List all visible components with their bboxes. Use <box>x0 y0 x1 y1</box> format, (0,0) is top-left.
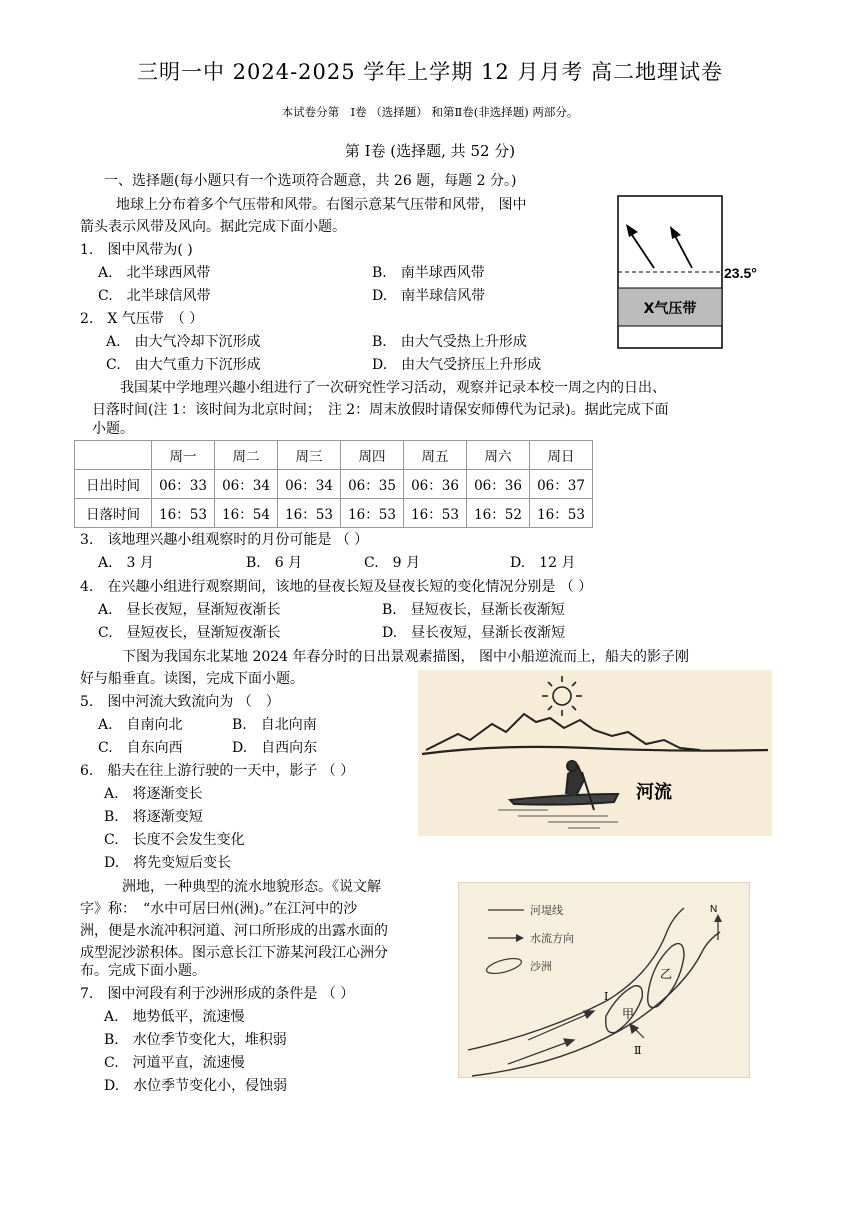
group4-intro-line1: 洲地，一种典型的流水地貌形态。《说文解 <box>122 879 381 895</box>
q2-option-a: A. 由大气冷却下沉形成 <box>106 334 261 350</box>
question-7: 7. 图中河段有利于沙洲形成的条件是 （ ） <box>80 986 355 1002</box>
q7-option-d: D. 水位季节变化小，侵蚀弱 <box>104 1078 288 1094</box>
label-jia: 甲 <box>622 1007 635 1021</box>
table-cell: 06：36 <box>404 470 467 499</box>
group3-intro-line1: 下图为我国东北某地 2024 年春分时的日出景观素描图， 图中小船逆流而上，船夫的影子刚 <box>122 649 689 665</box>
sunrise-sketch-figure <box>418 670 772 836</box>
question-2: 2. X 气压带 （ ） <box>80 311 204 327</box>
group4-intro-line5: 布。完成下面小题。 <box>80 963 206 979</box>
q7-option-c: C. 河道平直，流速慢 <box>104 1055 245 1071</box>
q6-option-a: A. 将逐渐变长 <box>104 786 203 802</box>
table-header-cell: 周日 <box>530 441 593 470</box>
sketch-background <box>418 670 772 836</box>
q1-option-a: A. 北半球西风带 <box>98 265 211 281</box>
q3-option-a: A. 3 月 <box>98 555 154 571</box>
table-cell: 日落时间 <box>75 499 152 528</box>
q7-option-b: B. 水位季节变化大，堆积弱 <box>104 1032 287 1048</box>
q6-option-c: C. 长度不会发生变化 <box>104 832 245 848</box>
table-cell: 16：52 <box>467 499 530 528</box>
table-header-cell: 周五 <box>404 441 467 470</box>
legend-bar-label: 沙洲 <box>530 960 552 973</box>
group4-intro-line2: 字》称： “水中可居曰州(洲)。”在江河中的沙 <box>80 901 358 917</box>
q5-option-a: A. 自南向北 <box>98 717 183 733</box>
q1-option-b: B. 南半球西风带 <box>372 265 485 281</box>
question-6: 6. 船夫在往上游行驶的一天中，影子 （ ） <box>80 763 355 779</box>
group2-intro-line1: 我国某中学地理兴趣小组进行了一次研究性学习活动，观察并记录本校一周之内的日出、 <box>120 380 666 396</box>
north-label: N <box>710 904 718 915</box>
table-cell: 16：53 <box>341 499 404 528</box>
q4-option-c: C. 昼短夜长，昼渐短夜渐长 <box>98 625 281 641</box>
q1-option-c: C. 北半球信风带 <box>98 288 211 304</box>
q5-option-c: C. 自东向西 <box>98 740 183 756</box>
table-cell: 日出时间 <box>75 470 152 499</box>
q4-option-b: B. 昼短夜长，昼渐长夜渐短 <box>382 602 565 618</box>
group1-intro-line1: 地球上分布着多个气压带和风带。右图示意某气压带和风带， 图中 <box>116 197 527 213</box>
table-header-cell: 周二 <box>215 441 278 470</box>
legend-flow-label: 水流方向 <box>530 932 574 945</box>
q5-option-d: D. 自西向东 <box>232 740 318 756</box>
q3-option-b: B. 6 月 <box>246 555 303 571</box>
q5-option-b: B. 自北向南 <box>232 717 317 733</box>
label-i: Ⅰ <box>604 990 609 1003</box>
table-cell: 16：53 <box>278 499 341 528</box>
table-cell: 06：37 <box>530 470 593 499</box>
q4-option-a: A. 昼长夜短，昼渐短夜渐长 <box>98 602 281 618</box>
table-header-cell: 周三 <box>278 441 341 470</box>
table-cell: 06：34 <box>215 470 278 499</box>
group1-intro-line2: 箭头表示风带及风向。据此完成下面小题。 <box>80 219 346 235</box>
table-cell: 06：34 <box>278 470 341 499</box>
group4-intro-line3: 洲，便是水流冲积河道、河口所形成的出露水面的 <box>80 923 388 939</box>
question-1: 1. 图中风带为( ) <box>80 242 193 258</box>
pressure-belt-figure <box>612 192 792 354</box>
label-ii: Ⅱ <box>634 1044 642 1057</box>
pressure-belt-label: X气压带 <box>643 301 697 317</box>
latitude-label: 23.5° <box>724 265 757 281</box>
q4-option-d: D. 昼长夜短，昼渐长夜渐短 <box>382 625 566 641</box>
group2-intro-line3: 小题。 <box>92 421 134 437</box>
question-5: 5. 图中河流大致流向为 （ ） <box>80 694 280 710</box>
river-bar-map-figure <box>458 882 750 1078</box>
table-header-cell: 周四 <box>341 441 404 470</box>
table-cell: 16：53 <box>530 499 593 528</box>
legend-levee-label: 河堤线 <box>530 904 563 917</box>
label-yi: 乙 <box>660 967 673 981</box>
q6-option-d: D. 将先变短后变长 <box>104 855 232 871</box>
river-label: 河流 <box>636 782 672 803</box>
table-cell: 16：53 <box>152 499 215 528</box>
paper-subtitle: 本试卷分第 Ⅰ卷 （选择题） 和第Ⅱ卷(非选择题) 两部分。 <box>281 105 579 119</box>
table-header-cell <box>75 441 152 470</box>
map-background <box>458 882 750 1078</box>
table-row <box>75 499 593 528</box>
q2-option-d: D. 由大气受挤压上升形成 <box>372 357 542 373</box>
table-cell: 16：54 <box>215 499 278 528</box>
section-heading: 一、选择题(每小题只有一个选项符合题意，共 26 题，每题 2 分。) <box>104 173 517 189</box>
sunrise-sunset-table <box>74 440 593 528</box>
q1-option-d: D. 南半球信风带 <box>372 288 486 304</box>
group4-intro-line4: 成型泥沙淤积体。图示意长江下游某河段江心洲分 <box>80 945 388 961</box>
table-row <box>75 470 593 499</box>
q3-option-c: C. 9 月 <box>364 555 421 571</box>
group3-intro-line2: 好与船垂直。读图，完成下面小题。 <box>80 671 304 687</box>
page-title: 三明一中 2024-2025 学年上学期 12 月月考 高二地理试卷 <box>136 60 724 84</box>
q7-option-a: A. 地势低平，流速慢 <box>104 1009 245 1025</box>
group2-intro-line2: 日落时间(注 1：该时间为北京时间； 注 2：周末放假时请保安师傅代为记录)。据此完成下面 <box>92 402 669 418</box>
question-4: 4. 在兴趣小组进行观察期间，该地的昼夜长短及昼夜长短的变化情况分别是 （ ） <box>80 579 593 595</box>
table-cell: 06：36 <box>467 470 530 499</box>
q2-option-b: B. 由大气受热上升形成 <box>372 334 527 350</box>
table-cell: 06：35 <box>341 470 404 499</box>
table-header-cell: 周六 <box>467 441 530 470</box>
volume-heading: 第 Ⅰ卷 (选择题, 共 52 分) <box>344 142 516 160</box>
table-cell: 16：53 <box>404 499 467 528</box>
question-3: 3. 该地理兴趣小组观察时的月份可能是 （ ） <box>80 532 369 548</box>
table-cell: 06：33 <box>152 470 215 499</box>
q3-option-d: D. 12 月 <box>510 555 576 571</box>
q2-option-c: C. 由大气重力下沉形成 <box>106 357 261 373</box>
table-header-row <box>75 441 593 470</box>
table-header-cell: 周一 <box>152 441 215 470</box>
q6-option-b: B. 将逐渐变短 <box>104 809 203 825</box>
